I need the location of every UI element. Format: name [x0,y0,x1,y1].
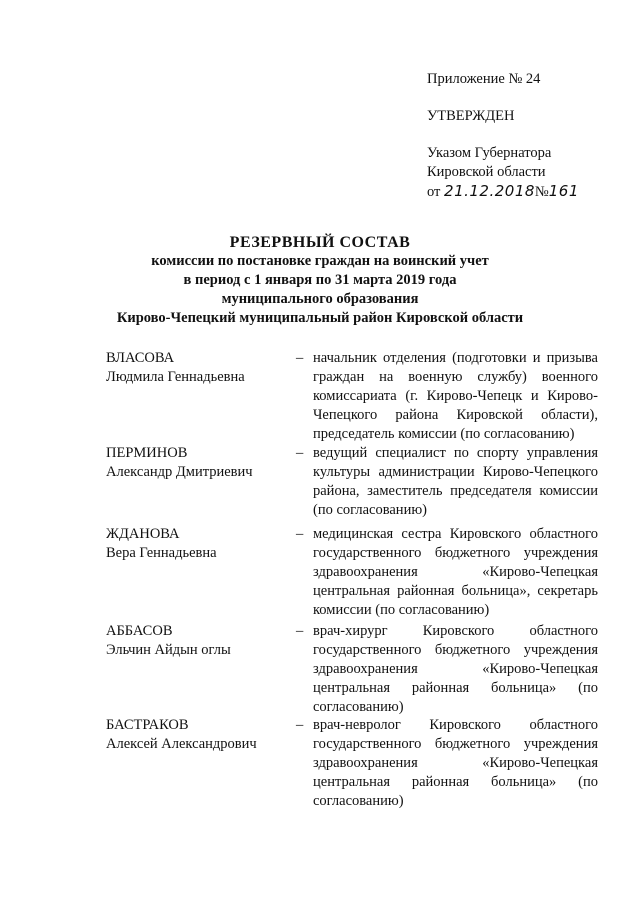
title-main: РЕЗЕРВНЫЙ СОСТАВ [229,234,411,251]
title-line3: в период с 1 января по 31 марта 2019 года [183,272,457,288]
member-name [106,716,286,754]
member-dash: – [296,526,304,542]
member-dash: – [296,350,304,366]
decree-date-line [427,182,627,202]
approved-label: УТВЕРЖДЕН [427,108,515,124]
number-label: № [534,184,549,200]
decree-issuer-line2: Кировской области [427,164,546,180]
decree-date: 21.12.2018 [444,182,535,200]
member-given-names: Людмила Геннадьевна [106,369,245,385]
title-line2: комиссии по постановке граждан на воинский учет [151,253,489,269]
decree-issuer-line1: Указом Губернатора [427,145,552,161]
from-label: от [427,184,441,200]
member-name [106,622,286,660]
member-surname: ПЕРМИНОВ [106,445,188,461]
member-given-names: Эльчин Айдын оглы [106,642,231,658]
appendix-number: Приложение № 24 [427,71,541,87]
member-dash: – [296,717,304,733]
decree-number: 161 [548,182,579,200]
member-description: врач-хирург Кировского областного государственного бюджетного учреждения здравоохранения «Кирово-Чепецкая центральная районная больница» (по согласованию) [313,623,598,715]
member-surname: ЖДАНОВА [106,526,180,542]
member-name [106,444,286,482]
title-line4: муниципального образования [221,291,419,307]
member-description: ведущий специалист по спорту управления культуры администрации Кирово-Чепецкого района, заместитель председателя комиссии (по согласованию) [313,445,598,518]
member-dash: – [296,445,304,461]
member-description: медицинская сестра Кировского областного государственного бюджетного учреждения здравоохранения «Кирово-Чепецкая центральная районная больница», секретарь комиссии (по согласованию) [313,526,598,618]
title-line5: Кирово-Чепецкий муниципальный район Кировской области [116,310,524,326]
member-given-names: Александр Дмитриевич [106,464,253,480]
member-surname: АББАСОВ [106,623,173,639]
member-description: врач-невролог Кировского областного государственного бюджетного учреждения здравоохранения «Кирово-Чепецкая центральная районная больница» (по согласованию) [313,717,598,809]
document-title [80,233,560,328]
member-given-names: Вера Геннадьевна [106,545,217,561]
member-surname: БАСТРАКОВ [106,717,189,733]
member-name [106,349,286,387]
approval-block [427,70,627,202]
member-name [106,525,286,563]
member-description: начальник отделения (подготовки и призыва граждан на военную службу) военного комиссариата (г. Кирово-Чепецк и Кирово-Чепецкого района Кировской области), председатель комиссии (по согласованию) [313,350,598,442]
member-given-names: Алексей Александрович [106,736,257,752]
member-dash: – [296,623,304,639]
member-surname: ВЛАСОВА [106,350,175,366]
